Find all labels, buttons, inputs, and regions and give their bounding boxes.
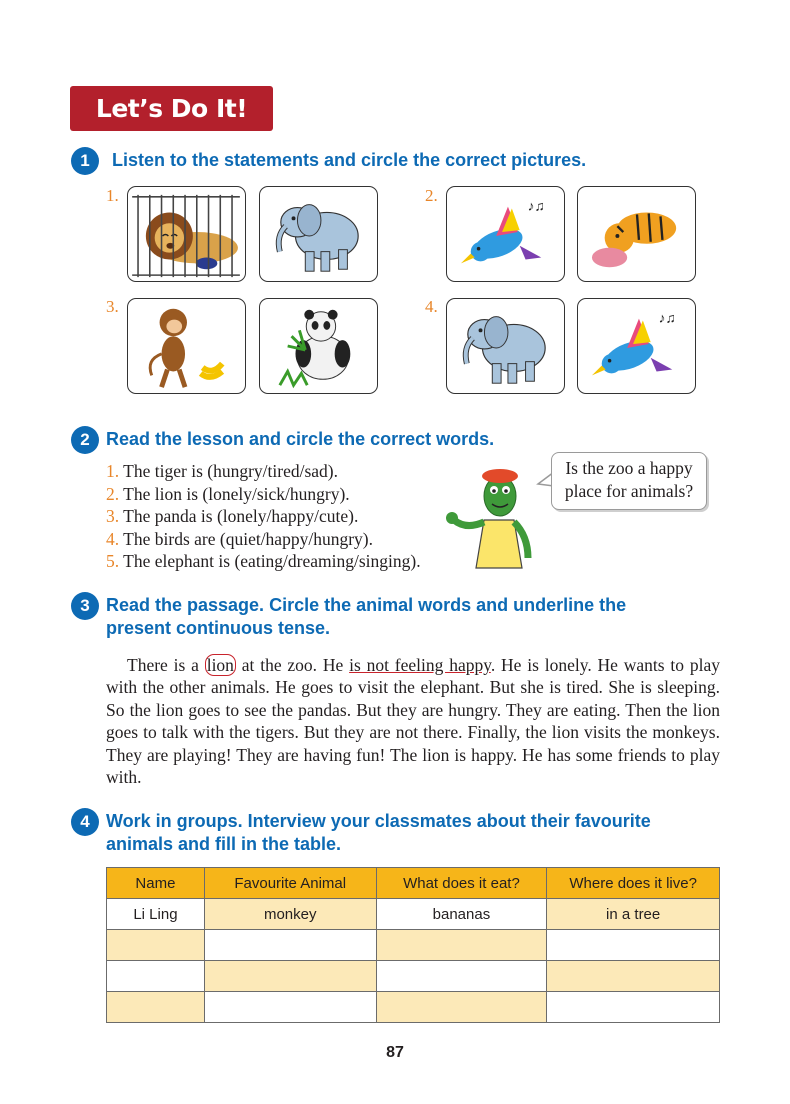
monkey-banana-icon — [128, 299, 245, 393]
table-cell[interactable] — [376, 930, 547, 961]
table-header-row — [107, 868, 720, 899]
column-header-what-does-it-eat: What does it eat? — [376, 868, 547, 899]
section-2-number: 2 — [71, 426, 99, 454]
underlined-present-continuous[interactable]: is not feeling happy — [349, 655, 491, 675]
table-cell[interactable] — [204, 961, 376, 992]
picture-2a[interactable] — [446, 186, 565, 282]
turtle-character-icon — [444, 462, 548, 570]
lion-in-cage-icon — [128, 187, 245, 281]
speech-bubble-line-2: place for animals? — [564, 481, 694, 501]
picture-group-3-label: 3. — [106, 297, 119, 316]
lesson-statements-list — [106, 460, 421, 573]
table-cell[interactable] — [547, 961, 720, 992]
table-cell[interactable] — [204, 992, 376, 1023]
table-cell[interactable]: in a tree — [547, 899, 720, 930]
table-cell[interactable] — [107, 992, 205, 1023]
table-cell[interactable] — [376, 961, 547, 992]
list-item: 5. The elephant is (eating/dreaming/singing). — [106, 551, 421, 571]
panda-eating-icon — [260, 299, 377, 393]
table-cell[interactable]: Li Ling — [107, 899, 205, 930]
section-3-heading-line-1: Read the passage. Circle the animal words and underline the — [106, 595, 627, 615]
picture-group-4-label: 4. — [425, 297, 438, 316]
section-3-heading — [106, 594, 626, 640]
section-4-heading-line-2: animals and fill in the table. — [106, 834, 342, 854]
picture-3b[interactable] — [259, 298, 378, 394]
section-3-heading-line-2: present continuous tense. — [106, 618, 331, 638]
elephant-icon — [260, 187, 377, 281]
singing-bird-icon — [578, 299, 695, 393]
speech-bubble — [551, 452, 707, 510]
table-row — [107, 961, 720, 992]
elephant-icon — [447, 299, 564, 393]
table-cell[interactable] — [107, 930, 205, 961]
picture-3a[interactable] — [127, 298, 246, 394]
tiger-eating-icon — [578, 187, 695, 281]
svg-text:♪♫: ♪♫ — [527, 198, 545, 214]
picture-1a[interactable] — [127, 186, 246, 282]
table-cell[interactable]: bananas — [376, 899, 547, 930]
reading-passage: There is a lion at the zoo. He is not feeling happy. He is lonely. He wants to play with the other animals. He goes to visit the elephant. But she is tired. She is sleeping. So the lion goes to see the pandas. But they are hungry. They are eating. Then the lion goes to talk with the tigers. But they are not there. Finally, the lion visits the monkeys. They are playing! They are having fun! The lion is happy. He has some friends to play with. — [106, 655, 720, 788]
picture-group-1-label: 1. — [106, 186, 119, 205]
interview-table — [106, 867, 720, 1023]
column-header-name: Name — [107, 868, 205, 899]
table-cell[interactable] — [376, 992, 547, 1023]
section-3-number: 3 — [71, 592, 99, 620]
list-item: 3. The panda is (lonely/happy/cute). — [106, 506, 359, 526]
picture-4a[interactable] — [446, 298, 565, 394]
table-row — [107, 930, 720, 961]
section-1-number: 1 — [71, 147, 99, 175]
circled-animal-word[interactable]: lion — [206, 655, 234, 675]
speech-bubble-line-1: Is the zoo a happy — [565, 458, 693, 478]
table-cell[interactable]: monkey — [204, 899, 376, 930]
picture-2b[interactable] — [577, 186, 696, 282]
singing-bird-icon — [447, 187, 564, 281]
section-2-heading: Read the lesson and circle the correct words. — [106, 429, 495, 449]
section-4-heading — [106, 810, 651, 856]
lets-do-it-banner: Let’s Do It! — [70, 86, 273, 131]
column-header-where-does-it-live: Where does it live? — [547, 868, 720, 899]
section-1-heading: Listen to the statements and circle the correct pictures. — [112, 150, 587, 170]
list-item: 2. The lion is (lonely/sick/hungry). — [106, 483, 350, 504]
table-cell[interactable] — [547, 992, 720, 1023]
table-cell[interactable] — [204, 930, 376, 961]
table-cell[interactable] — [107, 961, 205, 992]
section-4-heading-line-1: Work in groups. Interview your classmates about their favourite — [106, 811, 651, 831]
table-cell[interactable] — [547, 930, 720, 961]
table-row — [107, 992, 720, 1023]
picture-1b[interactable] — [259, 186, 378, 282]
picture-4b[interactable] — [577, 298, 696, 394]
column-header-favourite-animal: Favourite Animal — [204, 868, 376, 899]
section-4-number: 4 — [71, 808, 99, 836]
svg-text:♪♫: ♪♫ — [658, 310, 676, 326]
list-item: 1. The tiger is (hungry/tired/sad). — [106, 461, 338, 481]
table-row — [107, 899, 720, 930]
list-item: 4. The birds are (quiet/happy/hungry). — [106, 528, 373, 549]
picture-group-2-label: 2. — [425, 186, 438, 205]
page-number: 87 — [386, 1044, 404, 1061]
